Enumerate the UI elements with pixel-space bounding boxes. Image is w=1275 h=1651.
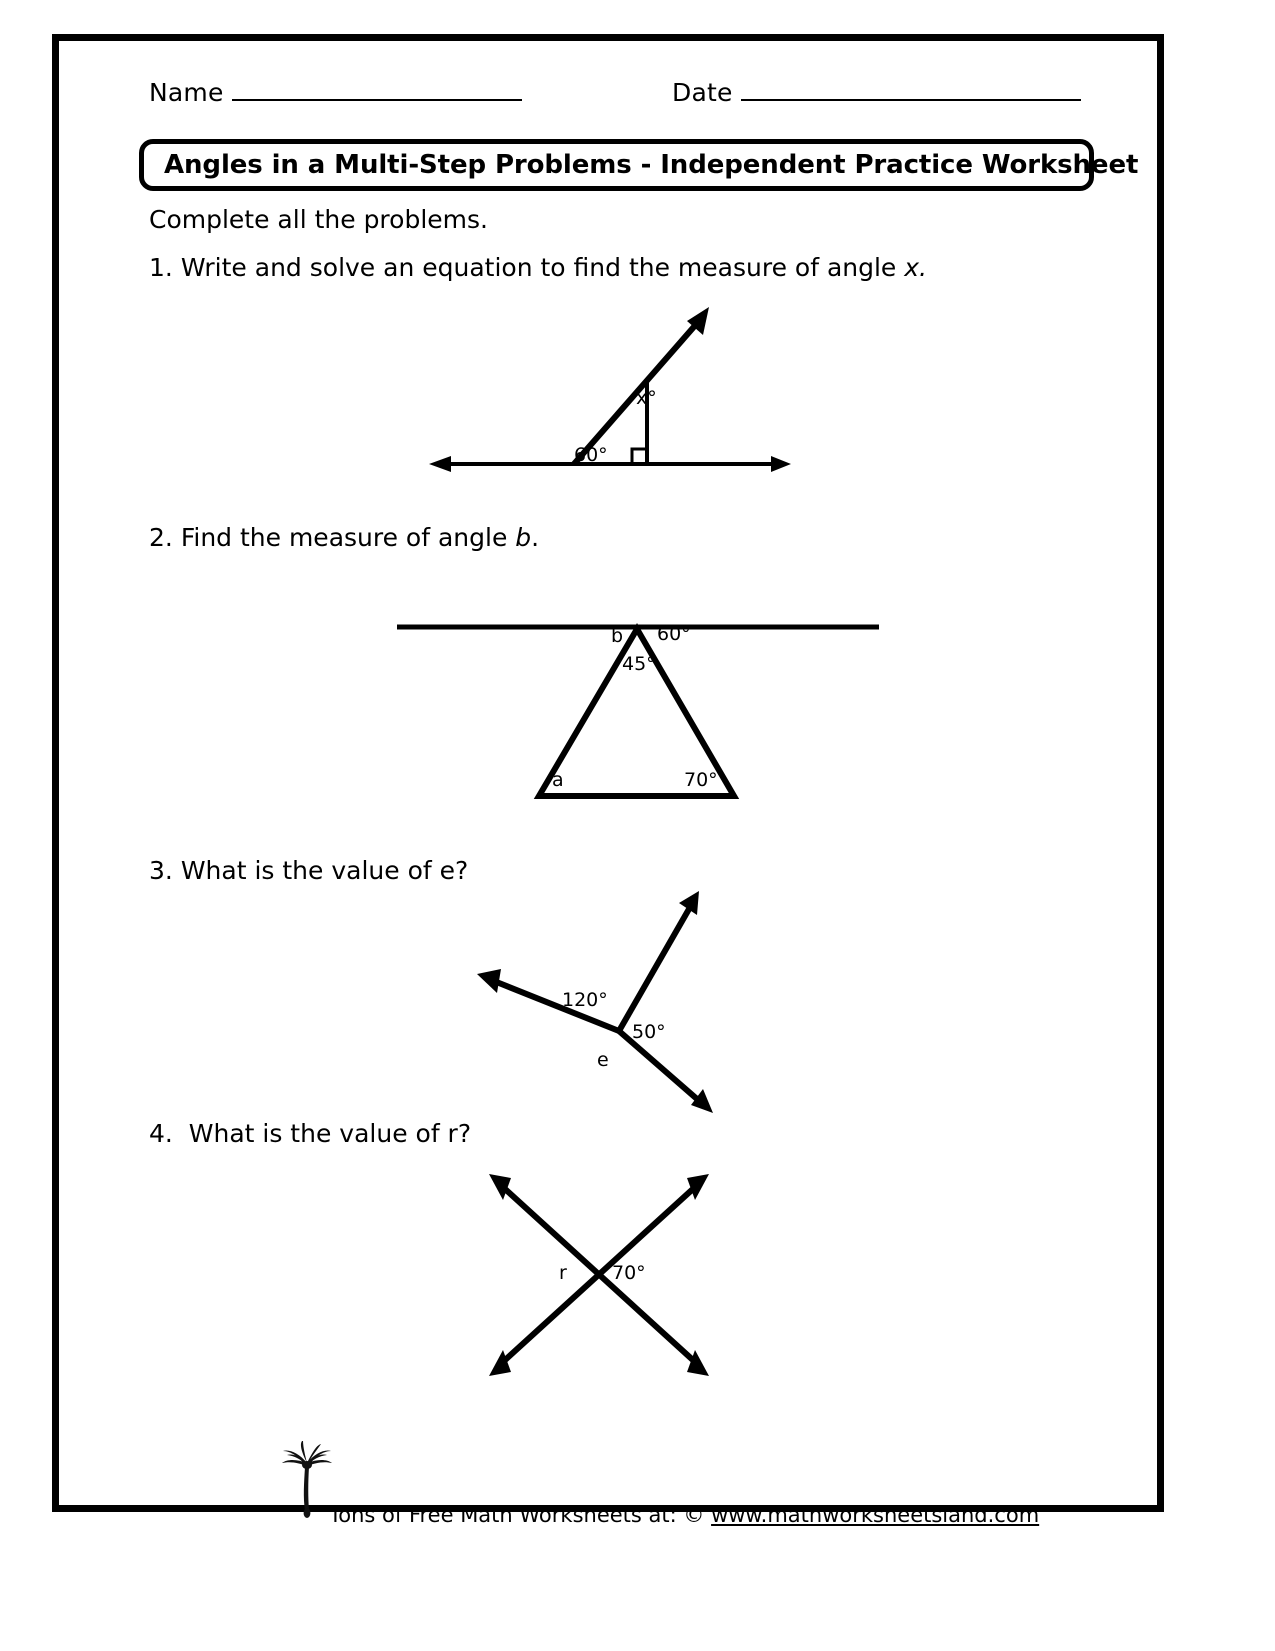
figure-2-label-70: 70°	[684, 769, 718, 791]
left-arrowhead	[429, 456, 451, 472]
question-3-text: What is the value of e?	[180, 856, 469, 885]
name-field-group	[149, 77, 522, 107]
figure-2-label-b: b	[611, 625, 624, 647]
figure-2-label-a: a	[552, 769, 564, 791]
page-footer	[59, 1441, 1171, 1551]
footer-credit	[329, 1503, 1039, 1527]
figure-3-label-120: 120°	[562, 989, 608, 1011]
question-2	[149, 523, 539, 552]
date-label: Date	[672, 78, 733, 107]
name-label: Name	[149, 78, 224, 107]
question-1-number: 1.	[149, 253, 173, 282]
figure-4	[399, 1146, 799, 1390]
figure-2	[389, 601, 949, 845]
question-2-text: Find the measure of angle	[180, 523, 516, 552]
mathworksheetsland-link[interactable]: www.mathworksheetsland.com	[711, 1503, 1040, 1527]
figure-4-label-70: 70°	[612, 1262, 646, 1284]
worksheet-page	[52, 34, 1164, 1527]
name-input-blank[interactable]	[232, 77, 522, 101]
question-4	[149, 1119, 471, 1148]
question-4-number: 4.	[149, 1119, 173, 1148]
question-2-period: .	[531, 523, 540, 552]
palm-tree-icon	[277, 1441, 337, 1521]
date-field-group	[672, 77, 1081, 107]
line-down-right-arrowhead-top	[489, 1174, 511, 1200]
figure-1-svg	[359, 299, 819, 499]
question-1-text: Write and solve an equation to find the measure of angle	[180, 253, 905, 282]
line-up-right-arrowhead-top	[687, 1174, 709, 1200]
right-arrowhead	[771, 456, 791, 472]
question-2-number: 2.	[149, 523, 173, 552]
instructions-text: Complete all the problems.	[149, 205, 488, 234]
worksheet-title-bar	[139, 139, 1139, 191]
figure-1-label-x: x°	[636, 387, 657, 409]
figure-4-label-r: r	[559, 1262, 567, 1284]
footer-credit-text: Tons of Free Math Worksheets at: ©	[329, 1503, 705, 1527]
figure-4-svg	[399, 1146, 799, 1386]
figure-2-label-45: 45°	[622, 653, 656, 675]
page-title: Angles in a Multi-Step Problems - Independent Practice Worksheet	[164, 150, 1139, 180]
question-3-number: 3.	[149, 856, 173, 885]
question-2-variable: b	[515, 523, 532, 552]
figure-3-label-e: e	[597, 1049, 609, 1071]
question-4-text: What is the value of r?	[180, 1119, 472, 1148]
ray-lower-right-arrowhead	[691, 1089, 713, 1113]
figure-3	[399, 881, 799, 1125]
figure-1-label-60: 60°	[574, 444, 608, 466]
question-1-variable: x.	[904, 253, 927, 282]
figure-3-label-50: 50°	[632, 1021, 666, 1043]
question-1	[149, 253, 927, 282]
ray-upper-left-arrowhead	[477, 969, 501, 993]
figure-1	[359, 299, 819, 503]
date-input-blank[interactable]	[741, 77, 1081, 101]
ray-upper-right	[619, 909, 689, 1031]
figure-2-label-60: 60°	[657, 623, 691, 645]
right-angle-marker	[632, 449, 647, 464]
name-date-row	[149, 77, 1109, 117]
